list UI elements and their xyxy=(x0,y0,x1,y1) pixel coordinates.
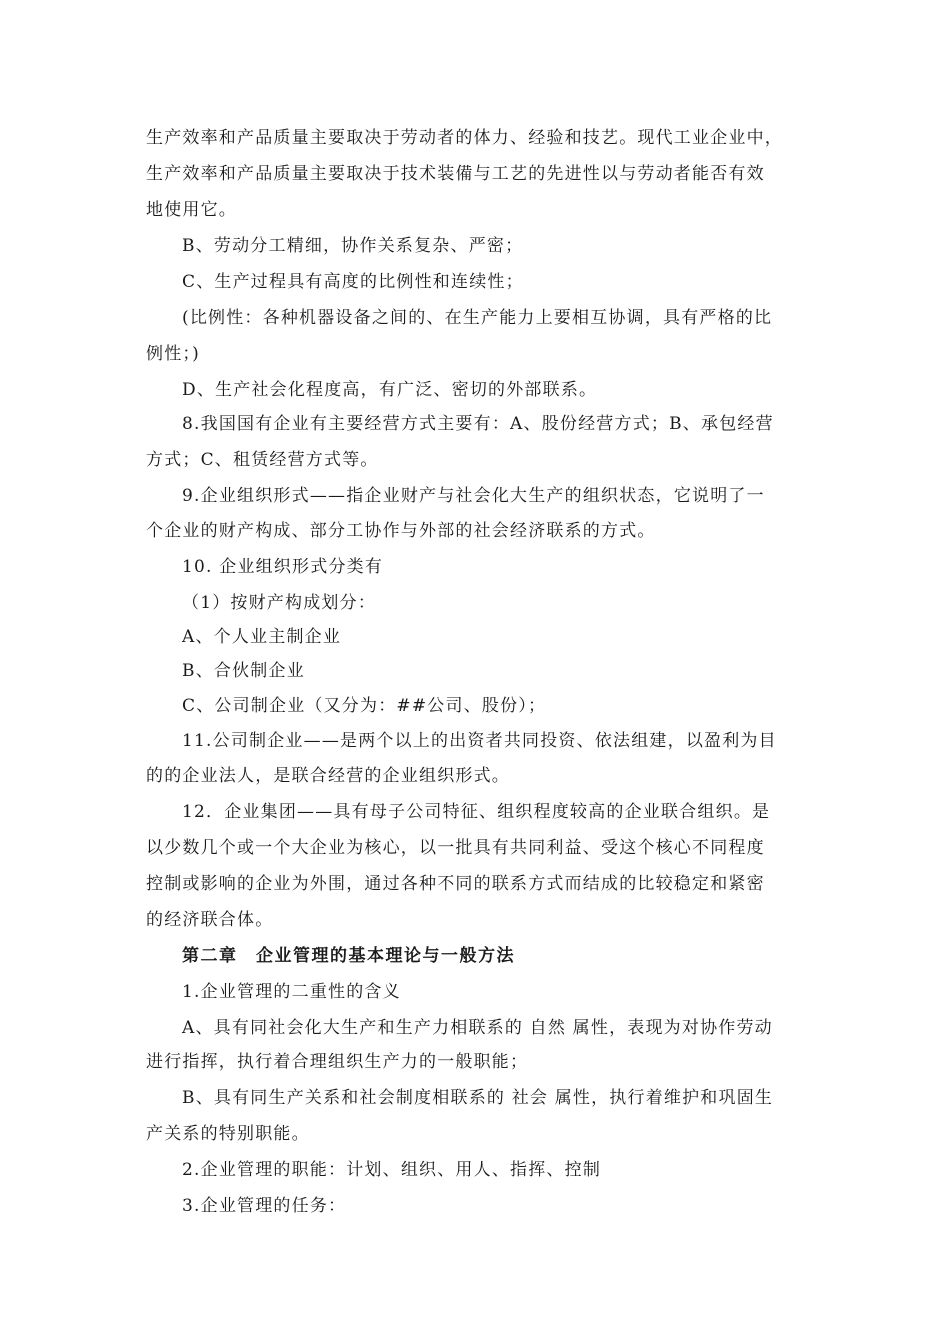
text-line: 3.企业管理的任务： xyxy=(182,1196,347,1216)
text-line: (比例性：各种机器设备之间的、在生产能力上要相互协调，具有严格的比 xyxy=(182,308,773,328)
text-line: B、劳动分工精细，协作关系复杂、严密； xyxy=(182,236,524,256)
text-line: 9.企业组织形式——指企业财产与社会化大生产的组织状态，它说明了一 xyxy=(182,486,765,506)
text-line: 以少数几个或一个大企业为核心，以一批具有共同利益、受这个核心不同程度 xyxy=(146,838,765,858)
text-line: D、生产社会化程度高，有广泛、密切的外部联系。 xyxy=(182,380,598,400)
text-line: 例性；) xyxy=(146,344,200,364)
text-line: B、具有同生产关系和社会制度相联系的 社会 属性，执行着维护和巩固生 xyxy=(182,1088,774,1108)
text-line: 11.公司制企业——是两个以上的出资者共同投资、依法组建，以盈利为目 xyxy=(182,731,777,751)
text-line: C、公司制企业（又分为：##公司、股份）； xyxy=(182,696,547,716)
text-line: 个企业的财产构成、部分工协作与外部的社会经济联系的方式。 xyxy=(146,521,656,541)
chapter-heading: 第二章 企业管理的基本理论与一般方法 xyxy=(182,946,515,966)
text-line: 生产效率和产品质量主要取决于技术装備与工艺的先进性以与劳动者能否有效 xyxy=(146,164,765,184)
text-line: 8.我国国有企业有主要经营方式主要有：A、股份经营方式；B、承包经营 xyxy=(182,414,774,434)
text-line: B、合伙制企业 xyxy=(182,661,305,681)
text-line: 进行指挥，执行着合理组织生产力的一般职能； xyxy=(146,1052,529,1072)
text-line: 2.企业管理的职能：计划、组织、用人、指挥、控制 xyxy=(182,1160,602,1180)
text-line: 12．企业集团——具有母子公司特征、组织程度较高的企业联合组织。是 xyxy=(182,802,771,822)
text-line: 的的企业法人，是联合经营的企业组织形式。 xyxy=(146,766,510,786)
text-line: A、个人业主制企业 xyxy=(182,627,342,647)
text-line: C、生产过程具有高度的比例性和连续性； xyxy=(182,272,524,292)
text-line: A、具有同社会化大生产和生产力相联系的 自然 属性，表现为对协作劳动 xyxy=(182,1018,773,1038)
text-line: 生产效率和产品质量主要取决于劳动者的体力、经验和技艺。现代工业企业中， xyxy=(146,128,783,148)
text-line: （1）按财产构成划分： xyxy=(182,593,377,613)
text-line: 控制或影响的企业为外围，通过各种不同的联系方式而结成的比较稳定和紧密 xyxy=(146,874,765,894)
text-line: 1.企业管理的二重性的含义 xyxy=(182,982,401,1002)
text-line: 产关系的特别职能。 xyxy=(146,1124,310,1144)
text-line: 方式；C、租赁经营方式等。 xyxy=(146,450,379,470)
text-line: 的经济联合体。 xyxy=(146,910,274,930)
text-line: 10. 企业组织形式分类有 xyxy=(182,557,384,577)
text-line: 地使用它。 xyxy=(146,200,237,220)
